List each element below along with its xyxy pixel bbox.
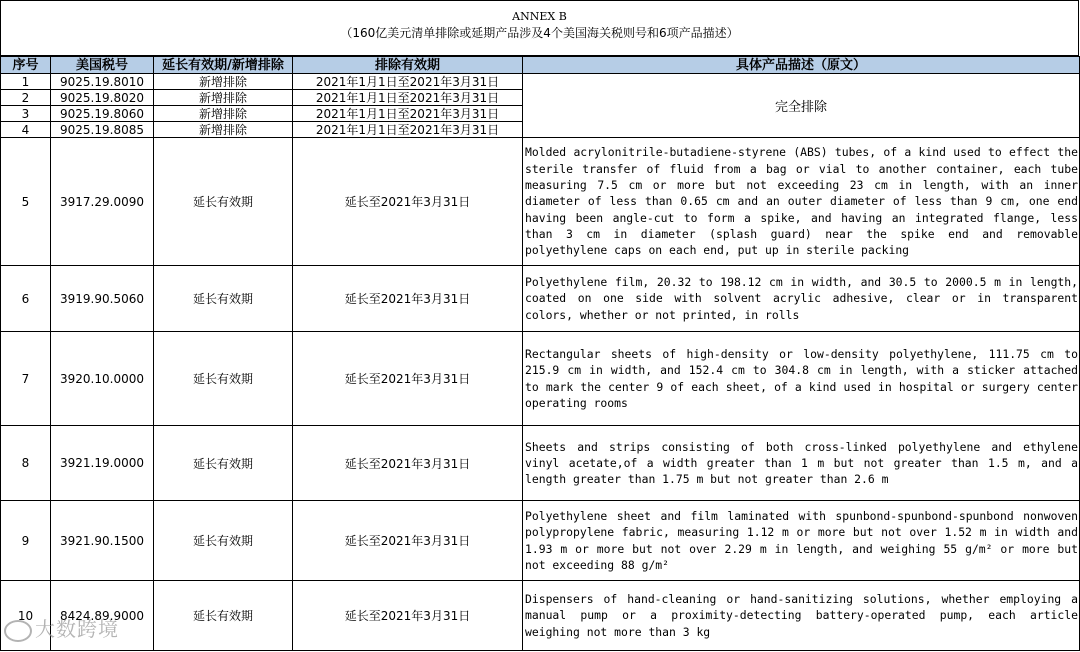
table-row (1, 332, 1080, 426)
table-row (1, 266, 1080, 332)
row-period: 2021年1月1日至2021年3月31日 (293, 106, 523, 122)
table-row (1, 426, 1080, 501)
row-code: 9025.19.8020 (51, 90, 154, 106)
col-header-type: 延长有效期/新增排除 (154, 57, 293, 74)
col-header-no: 序号 (1, 57, 51, 74)
row-desc: Molded acrylonitrile-butadiene-styrene (ABS) tubes, of a kind used to effect the sterile transfer of fluid from a bag or vial to another container, each tube measuring 7.5 cm or more but not exceeding 23 cm in length, with an inner diameter of less than 0.65 cm and an outer diameter of less than 9 cm, one end having been angle-cut to form a spike, and having an integrated flange, less than 3 cm in diameter (splash guard) near the spike end and removable polyethylene caps on each end, put up in sterile packing (523, 138, 1080, 266)
row-period: 延长至2021年3月31日 (293, 266, 523, 332)
row-no: 6 (1, 266, 51, 332)
row-type: 新增排除 (154, 106, 293, 122)
watermark-logo-icon (4, 620, 32, 642)
row-period: 延长至2021年3月31日 (293, 426, 523, 501)
watermark-text: 大数跨境 (35, 617, 119, 641)
col-header-period: 排除有效期 (293, 57, 523, 74)
row-code: 9025.19.8010 (51, 74, 154, 90)
table-row (1, 501, 1080, 581)
col-header-code: 美国税号 (51, 57, 154, 74)
row-code: 9025.19.8085 (51, 122, 154, 138)
row-type: 延长有效期 (154, 266, 293, 332)
row-no: 10 (1, 581, 51, 651)
annex-title: ANNEX B (512, 10, 567, 23)
row-period: 2021年1月1日至2021年3月31日 (293, 90, 523, 106)
row-period: 2021年1月1日至2021年3月31日 (293, 74, 523, 90)
row-period: 2021年1月1日至2021年3月31日 (293, 122, 523, 138)
row-code: 3917.29.0090 (51, 138, 154, 266)
row-desc: Polyethylene sheet and film laminated with spunbond-spunbond-spunbond nonwoven polypropylene fabric, measuring 1.12 m or more but not over 1.52 m in width and 1.93 m or more but not over 2.29 m in length, and weighing 55 g/m² or more but not exceeding 88 g/m² (523, 501, 1080, 581)
row-desc: Polyethylene film, 20.32 to 198.12 cm in width, and 30.5 to 2000.5 m in length, coated on one side with solvent acrylic adhesive, clear or in transparent colors, whether or not printed, in rolls (523, 266, 1080, 332)
row-period: 延长至2021年3月31日 (293, 501, 523, 581)
table-header-row (1, 57, 1080, 74)
row-type: 延长有效期 (154, 426, 293, 501)
row-no: 9 (1, 501, 51, 581)
table-row (1, 581, 1080, 651)
row-code: 9025.19.8060 (51, 106, 154, 122)
merged-description: 完全排除 (523, 74, 1080, 138)
row-code: 3921.90.1500 (51, 501, 154, 581)
annex-subtitle: （160亿美元清单排除或延期产品涉及4个美国海关税则号和6项产品描述） (340, 26, 739, 40)
annex-header (0, 0, 1079, 56)
row-no: 1 (1, 74, 51, 90)
col-header-desc: 具体产品描述（原文） (523, 57, 1080, 74)
row-period: 延长至2021年3月31日 (293, 138, 523, 266)
row-code: 3919.90.5060 (51, 266, 154, 332)
table-row (1, 74, 1080, 90)
row-code: 8424.89.9000 (51, 581, 154, 651)
row-no: 7 (1, 332, 51, 426)
row-period: 延长至2021年3月31日 (293, 581, 523, 651)
row-no: 2 (1, 90, 51, 106)
row-type: 新增排除 (154, 74, 293, 90)
row-type: 延长有效期 (154, 332, 293, 426)
tariff-table (0, 56, 1080, 651)
row-no: 4 (1, 122, 51, 138)
row-no: 3 (1, 106, 51, 122)
row-desc: Sheets and strips consisting of both cross-linked polyethylene and ethylene vinyl acetate,of a width greater than 1 m but not greater than 1.5 m, and a length greater than 1.75 m but not greater than 2.6 m (523, 426, 1080, 501)
row-desc: Rectangular sheets of high-density or low-density polyethylene, 111.75 cm to 215.9 cm in width, and 152.4 cm to 304.8 cm in length, with a sticker attached to mark the center 9 of each sheet, of a kind used in hospital or surgery center operating rooms (523, 332, 1080, 426)
row-period: 延长至2021年3月31日 (293, 332, 523, 426)
row-type: 新增排除 (154, 90, 293, 106)
row-no: 8 (1, 426, 51, 501)
row-type: 延长有效期 (154, 581, 293, 651)
watermark (4, 613, 119, 642)
row-type: 新增排除 (154, 122, 293, 138)
row-desc: Dispensers of hand-cleaning or hand-sanitizing solutions, whether employing a manual pump or a proximity-detecting battery-operated pump, each article weighing not more than 3 kg (523, 581, 1080, 651)
row-code: 3921.19.0000 (51, 426, 154, 501)
row-type: 延长有效期 (154, 138, 293, 266)
table-row (1, 138, 1080, 266)
row-type: 延长有效期 (154, 501, 293, 581)
row-code: 3920.10.0000 (51, 332, 154, 426)
row-no: 5 (1, 138, 51, 266)
